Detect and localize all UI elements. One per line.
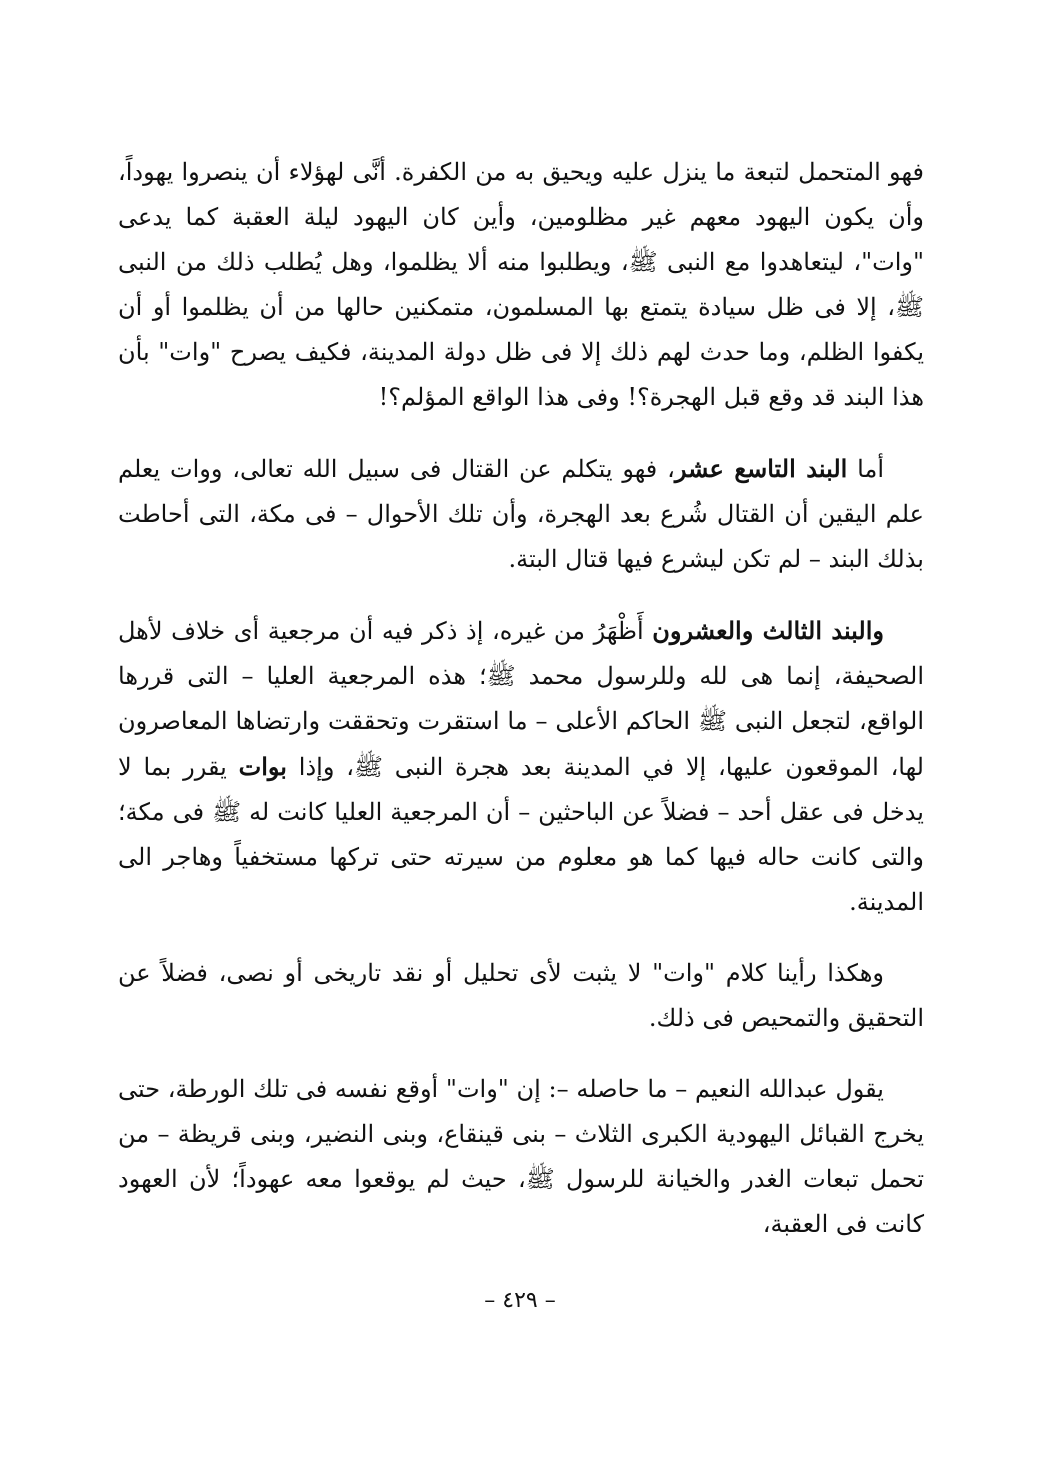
paragraph-1-text: فهو المتحمل لتبعة ما ينزل عليه ويحيق به من الكفرة. أنَّى لهؤلاء أن ينصروا يهوداً، وأن يكون اليهود معهم غير مظلومين، وأين كان اليهود ليلة العقبة كما يدعى "وات"، ليتعاهدوا مع النبى ﷺ، ويطلبوا منه ألا يظلموا، وهل يُطلب ذلك من النبى ﷺ، إلا فى ظل سيادة يتمتع بها المسلمون، متمكنين حالها من أن يظلموا أو أن يكفوا الظلم، وما حدث لهم ذلك إلا فى ظل دولة المدينة، فكيف يصرح "وات" بأن هذا البند قد وقع قبل الهجرة؟! وفى هذا الواقع المؤلم؟! (118, 158, 924, 411)
body-text (118, 150, 924, 1273)
paragraph-3 (118, 608, 924, 925)
paragraph-3-text-continued: يقرر بما لا يدخل فى عقل أحد – فضلاً عن الباحثين – أن المرجعية العليا كانت له ﷺ فى مكة؛ والتى كانت حاله فيها كما هو معلوم من سيرته حتى تركها مستخفياً وهاجر الى المدينة. (118, 753, 924, 916)
paragraph-2-heading: البند التاسع عشر (674, 454, 848, 483)
paragraph-5-text: يقول عبدالله النعيم – ما حاصله –: إن "وات" أوقع نفسه فى تلك الورطة، حتى يخرج القبائل اليهودية الكبرى الثلاث – بنى قينقاع، وبنى النضير، وبنى قريظة – من تحمل تبعات الغدر والخيانة للرسول ﷺ، حيث لم يوقعوا معه عهوداً؛ لأن العهود كانت فى العقبة، (118, 1075, 924, 1238)
paragraph-5 (118, 1067, 924, 1247)
paragraph-3-text: أَظْهَرُ من غيره، إذ ذكر فيه أن مرجعية أى خلاف لأهل الصحيفة، إنما هى لله وللرسول محمد ﷺ؛ هذه المرجعية العليا – التى قررها الواقع، لتجعل النبى ﷺ الحاكم الأعلى – ما استقرت وتحققت وارتضاها المعاصرون لها، الموقعون عليها، إلا في المدينة بعد هجرة النبى ﷺ، وإذا (118, 617, 924, 781)
paragraph-2-text: ، فهو يتكلم عن القتال فى سبيل الله تعالى، ووات يعلم علم اليقين أن القتال شُرع بعد الهجرة، وأن تلك الأحوال – فى مكة، التى أحاطت بذلك البند – لم تكن ليشرع فيها قتال البتة. (118, 455, 924, 573)
paragraph-4-text: وهكذا رأينا كلام "وات" لا يثبت لأى تحليل أو نقد تاريخى أو نصى، فضلاً عن التحقيق والتمحيص فى ذلك. (118, 959, 924, 1032)
page-number: – ٤٢٩ – (484, 1288, 556, 1313)
paragraph-2 (118, 446, 924, 582)
paragraph-3-emphasis: بوات (238, 752, 287, 781)
paragraph-3-heading: والبند الثالث والعشرون (652, 616, 884, 645)
paragraph-2-prefix: أما (847, 455, 885, 483)
paragraph-4 (118, 951, 924, 1041)
paragraph-1 (118, 150, 924, 420)
